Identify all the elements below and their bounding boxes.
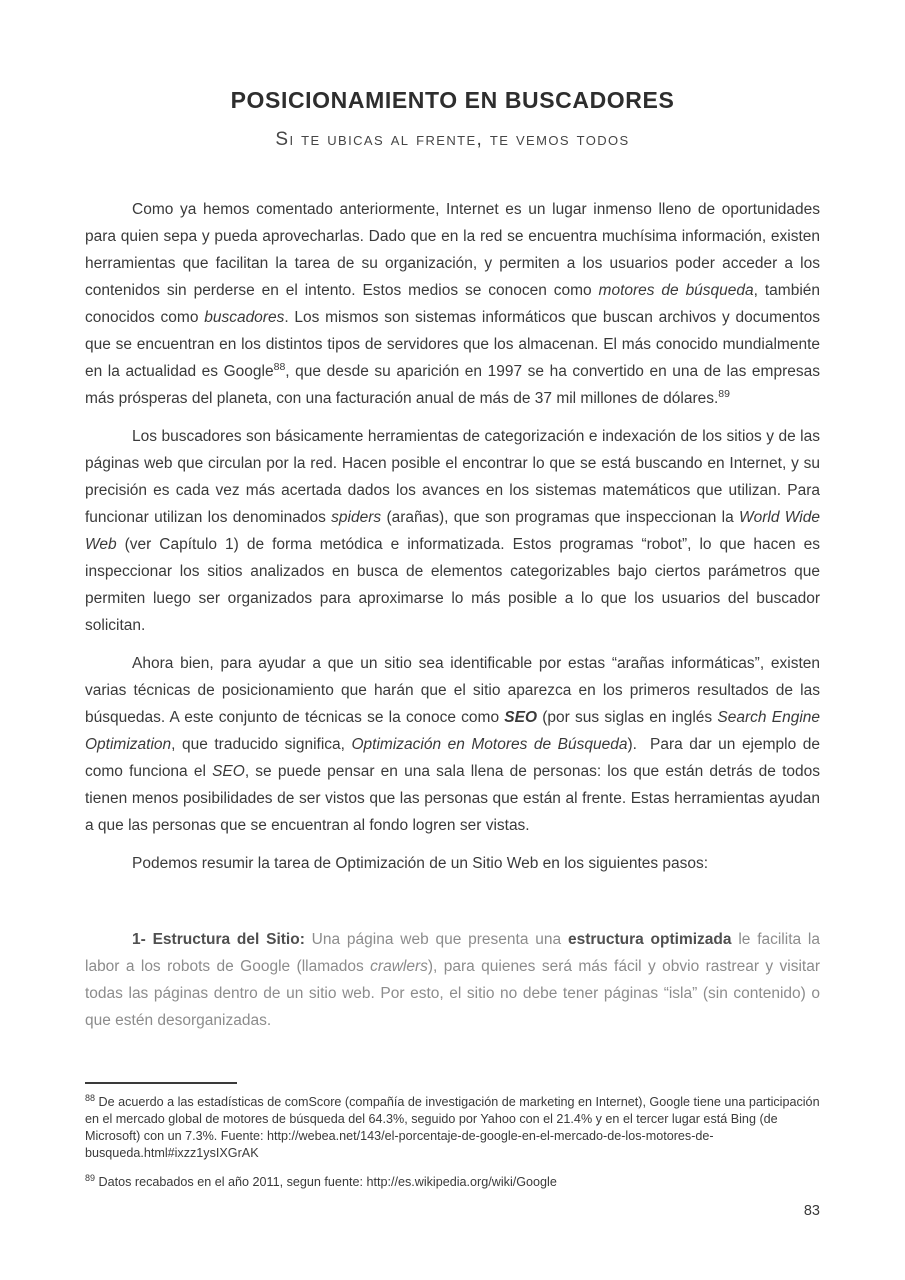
text-run: Una página web que presenta una xyxy=(304,931,568,948)
text-run: Optimización en Motores de Búsqueda xyxy=(351,736,628,753)
page-title: POSICIONAMIENTO EN BUSCADORES xyxy=(230,87,675,113)
paragraph xyxy=(85,650,820,839)
text-run: De acuerdo a las estadísticas de comScore (compañía de investigación de marketing en Internet), Google tiene una participación en el mercado global de motores de búsqueda del 64.3%, seguido por Yahoo con el 21.4% y en el tercer lugar está Bing (de Microsoft) con un 7.3%. Fuente: http://webea.net/143/el-porcentaje-de-google-en-el-mercado-de-los-motores-de-busqueda.html#ixzz1ysIXGrAK xyxy=(85,1095,820,1160)
text-run: 1- Estructura del Sitio: xyxy=(132,931,305,948)
paragraph xyxy=(85,926,820,1034)
text-run: Los buscadores son básicamente herramientas de categorización e indexación de los sitios y de las páginas web que circulan por la red. Hacen posible el encontrar lo que se está buscando en Internet, y su precisión es cada vez más acertada dados los avances en los sistemas matemáticos que utilizan. Para funcionar utilizan los denominados xyxy=(85,428,820,526)
text-run: ), para quienes será más fácil y obvio rastrear y visitar todas las páginas dentro de un sitio web. Por esto, el sitio no debe tener páginas “isla” (sin contenido) o que estén desorganizadas. xyxy=(85,958,821,1029)
text-run: le facilita la labor a los robots de Google (llamados xyxy=(85,931,820,975)
paragraph xyxy=(85,423,820,639)
text-run: SEO xyxy=(212,763,245,780)
page-subtitle: Si te ubicas al frente, te vemos todos xyxy=(275,129,630,150)
text-run: , se puede pensar en una sala llena de personas: los que están detrás de todos tienen menos posibilidades de ser vistos que las personas que están al frente. Estas herramientas ayudan a que las personas que se encuentran al fondo logren ser vistas. xyxy=(85,763,820,834)
footnote xyxy=(85,1094,820,1162)
text-run: SEO xyxy=(504,709,538,726)
text-run: estructura optimizada xyxy=(567,931,732,948)
text-run: (arañas), que son programas que inspeccionan la xyxy=(381,509,740,526)
text-run: buscadores xyxy=(204,309,285,326)
paragraph xyxy=(85,850,820,877)
paragraph xyxy=(85,196,820,412)
footnote-separator xyxy=(85,1082,237,1084)
text-run: (por sus siglas en inglés xyxy=(537,709,718,726)
footnote-reference: 88 xyxy=(273,360,286,373)
text-run: , que desde su aparición en 1997 se ha convertido en una de las empresas más prósperas del planeta, con una facturación anual de más de 37 mil millones de dólares. xyxy=(85,363,820,407)
page-footer xyxy=(85,1082,820,1219)
text-run: Search Engine Optimization xyxy=(85,709,820,753)
footnote-reference: 89 xyxy=(85,1172,96,1183)
body-text xyxy=(85,196,820,1034)
text-run: , que traducido significa, xyxy=(171,736,352,753)
footnotes xyxy=(85,1094,820,1191)
footnote-reference: 88 xyxy=(85,1092,96,1103)
text-run: . Los mismos son sistemas informáticos que buscan archivos y documentos que se encuentran en los distintos tipos de servidores que los almacenan. El más conocido mundialmente en la actualidad es Google xyxy=(85,309,820,380)
text-run: , también conocidos como xyxy=(85,282,820,326)
footnote xyxy=(85,1174,820,1191)
text-run: spiders xyxy=(331,509,382,526)
text-run: Ahora bien, para ayudar a que un sitio sea identificable por estas “arañas informáticas”, existen varias técnicas de posicionamiento que harán que el sitio aparezca en los primeros resultados de las búsquedas. A este conjunto de técnicas se la conoce como xyxy=(85,655,820,726)
text-run: motores de búsqueda xyxy=(598,282,754,299)
text-run: Datos recabados en el año 2011, segun fuente: http://es.wikipedia.org/wiki/Google xyxy=(95,1175,557,1189)
page-number: 83 xyxy=(803,1203,820,1219)
text-run: World Wide Web xyxy=(85,509,820,553)
text-run: ). Para dar un ejemplo de como funciona el xyxy=(85,736,820,780)
text-run: (ver Capítulo 1) de forma metódica e informatizada. Estos programas “robot”, lo que hacen es inspeccionar los sitios analizados en busca de elementos categorizables bajo ciertos parámetros que permiten luego ser organizados para aproximarse lo más posible a lo que los usuarios del buscador solicitan. xyxy=(85,536,820,634)
footnote-reference: 89 xyxy=(718,387,730,400)
text-run: Podemos resumir la tarea de Optimización de un Sitio Web en los siguientes pasos: xyxy=(132,855,709,872)
text-run: Como ya hemos comentado anteriormente, Internet es un lugar inmenso lleno de oportunidades para quien sepa y pueda aprovecharlas. Dado que en la red se encuentra muchísima información, existen herramientas que facilitan la tarea de su organización, y permiten a los usuarios poder acceder a los contenidos sin perderse en el intento. Estos medios se conocen como xyxy=(85,201,820,299)
text-run: crawlers xyxy=(370,958,428,975)
